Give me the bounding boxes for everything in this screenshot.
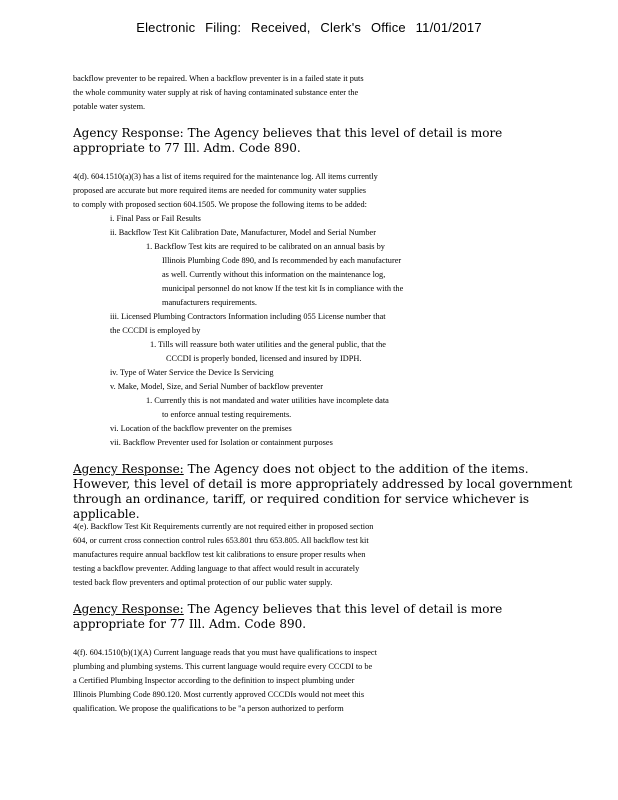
- agency-response-1: [73, 126, 573, 156]
- comment-line: testing a backflow preventer. Adding language to that affect would result in accurately: [73, 564, 360, 573]
- list-item: ii. Backflow Test Kit Calibration Date, Manufacturer, Model and Serial Number: [110, 228, 376, 237]
- list-item: 1. Currently this is not mandated and water utilities have incomplete data: [146, 396, 389, 405]
- comment-line: a Certified Plumbing Inspector according to the definition to inspect plumbing under: [73, 676, 355, 685]
- list-item: manufacturers requirements.: [162, 298, 257, 307]
- comment-line: Illinois Plumbing Code 890.120. Most currently approved CCCDIs would not meet this: [73, 690, 365, 699]
- comment-line: manufactures require annual backflow test kit calibrations to ensure proper results when: [73, 550, 366, 559]
- list-item: to enforce annual testing requirements.: [162, 410, 292, 419]
- agency-response-text: The Agency believes that this level of detail is more appropriate to 77 Ill. Adm. Code 890.: [73, 126, 503, 155]
- agency-response-2: [73, 462, 578, 522]
- list-item: vii. Backflow Preventer used for Isolation or containment purposes: [110, 438, 333, 447]
- comment-line: 4(d). 604.1510(a)(3) has a list of items required for the maintenance log. All items currently: [73, 172, 378, 181]
- intro-line: potable water system.: [73, 102, 146, 111]
- comment-line: to comply with proposed section 604.1505. We propose the following items to be added:: [73, 200, 367, 209]
- comment-line: proposed are accurate but more required items are needed for community water supplies: [73, 186, 367, 195]
- list-item: i. Final Pass or Fail Results: [110, 214, 201, 223]
- list-item: iii. Licensed Plumbing Contractors Information including 055 License number that: [110, 312, 386, 321]
- list-item: CCCDI is properly bonded, licensed and insured by IDPH.: [166, 354, 362, 363]
- agency-response-text: The Agency does not object to the addition of the items. However, this level of detail is more appropriately addressed by local government through an ordinance, tariff, or required condition for service whichever is applicable.: [73, 462, 573, 521]
- comment-line: qualification. We propose the qualifications to be "a person authorized to perform: [73, 704, 344, 713]
- agency-response-3: [73, 602, 573, 632]
- list-item: the CCCDI is employed by: [110, 326, 201, 335]
- list-item: iv. Type of Water Service the Device Is Servicing: [110, 368, 274, 377]
- intro-line: backflow preventer to be repaired. When a backflow preventer is in a failed state it puts: [73, 74, 364, 83]
- agency-response-text: The Agency believes that this level of detail is more appropriate for 77 Ill. Adm. Code 890.: [73, 602, 503, 631]
- intro-line: the whole community water supply at risk of having contaminated substance enter the: [73, 88, 359, 97]
- filing-header: Electronic Filing: Received, Clerk's Office 11/01/2017: [136, 20, 482, 35]
- list-item: v. Make, Model, Size, and Serial Number of backflow preventer: [110, 382, 324, 391]
- agency-response-label: Agency Response:: [73, 462, 184, 476]
- comment-line: 4(e). Backflow Test Kit Requirements currently are not required either in proposed section: [73, 522, 374, 531]
- list-item: 1. Backflow Test kits are required to be calibrated on an annual basis by: [146, 242, 385, 251]
- comment-line: 604, or current cross connection control rules 653.801 thru 653.805. All backflow test kit: [73, 536, 369, 545]
- comment-line: plumbing and plumbing systems. This current language would require every CCCDI to be: [73, 662, 373, 671]
- list-item: Illinois Plumbing Code 890, and Is recommended by each manufacturer: [162, 256, 402, 265]
- list-item: vi. Location of the backflow preventer on the premises: [110, 424, 292, 433]
- list-item: municipal personnel do not know If the test kit Is in compliance with the: [162, 284, 404, 293]
- comment-line: tested back flow preventers and optimal protection of our public water supply.: [73, 578, 333, 587]
- agency-response-label: Agency Response:: [73, 126, 184, 140]
- agency-response-label: Agency Response:: [73, 602, 184, 616]
- list-item: 1. Tills will reassure both water utilities and the general public, that the: [150, 340, 386, 349]
- list-item: as well. Currently without this information on the maintenance log,: [162, 270, 386, 279]
- comment-line: 4(f). 604.1510(b)(1)(A) Current language reads that you must have qualifications to inspect: [73, 648, 377, 657]
